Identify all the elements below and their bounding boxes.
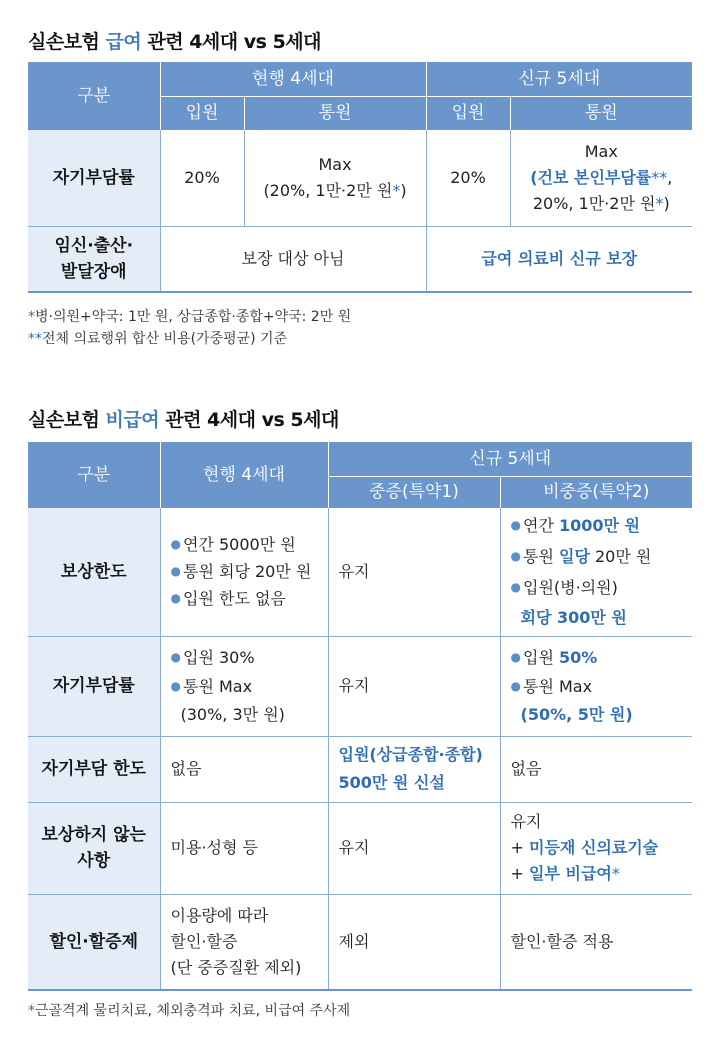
table-row [28, 636, 692, 736]
cell-value: 유지 [328, 636, 500, 736]
header-new: 신규 5세대 [426, 62, 692, 96]
header-category: 구분 [28, 442, 160, 508]
section2-title: 실손보험 비급여 관련 4세대 vs 5세대 [28, 409, 339, 431]
cell-value: 유지 [328, 508, 500, 636]
header-current-outpatient: 통원 [244, 96, 426, 130]
cell-value: 이용량에 따라 할인·할증 (단 중증질환 제외) [160, 894, 328, 990]
header-nonsevere: 비중증(특약2) [500, 476, 692, 508]
cell-value: 급여 의료비 신규 보장 [426, 226, 692, 292]
cell-value: Max (20%, 1만·2만 원*) [244, 130, 426, 226]
header-new-inpatient: 입원 [426, 96, 510, 130]
header-new: 신규 5세대 [328, 442, 692, 476]
cell-value: 보장 대상 아님 [160, 226, 426, 292]
cell-value: 유지 + 미등재 신의료기술 + 일부 비급여* [500, 802, 692, 894]
section1-title: 실손보험 급여 관련 4세대 vs 5세대 [28, 31, 321, 53]
table-row [28, 130, 692, 226]
cell-value: 20% [426, 130, 510, 226]
row-label: 임신·출산· 발달장애 [28, 226, 160, 292]
table-row [28, 736, 692, 802]
footnote: *근골격계 물리치료, 체외충격파 치료, 비급여 주사제 [28, 1003, 351, 1019]
header-current: 현행 4세대 [160, 442, 328, 508]
row-label: 자기부담률 [28, 636, 160, 736]
cell-value: Max (건보 본인부담률**, 20%, 1만·2만 원*) [510, 130, 692, 226]
cell-value: ● 연간 1000만 원 ● 통원 일당 20만 원 ● 입원(병·의원) 회당 300만 원 [500, 508, 692, 636]
cell-value: 입원(상급종합·종합) 500만 원 신설 [328, 736, 500, 802]
table-row [28, 894, 692, 990]
row-label: 자기부담률 [28, 130, 160, 226]
header-current: 현행 4세대 [160, 62, 426, 96]
benefit-table [28, 62, 692, 293]
row-label: 보상한도 [28, 508, 160, 636]
cell-value: 20% [160, 130, 244, 226]
cell-value: 할인·할증 적용 [500, 894, 692, 990]
row-label: 할인·할증제 [28, 894, 160, 990]
table-row [28, 226, 692, 292]
table-row [28, 802, 692, 894]
cell-value: ● 입원 50% ● 통원 Max (50%, 5만 원) [500, 636, 692, 736]
cell-value: 없음 [160, 736, 328, 802]
table-row [28, 508, 692, 636]
header-severe: 중증(특약1) [328, 476, 500, 508]
row-label: 보상하지 않는 사항 [28, 802, 160, 894]
cell-value: 제외 [328, 894, 500, 990]
header-new-outpatient: 통원 [510, 96, 692, 130]
cell-value: 미용·성형 등 [160, 802, 328, 894]
nonbenefit-table [28, 442, 692, 991]
row-label: 자기부담 한도 [28, 736, 160, 802]
header-current-inpatient: 입원 [160, 96, 244, 130]
header-category: 구분 [28, 62, 160, 130]
cell-value: 없음 [500, 736, 692, 802]
cell-value: 유지 [328, 802, 500, 894]
cell-value: ● 입원 30% ● 통원 Max (30%, 3만 원) [160, 636, 328, 736]
cell-value: ● 연간 5000만 원 ● 통원 회당 20만 원 ● 입원 한도 없음 [160, 508, 328, 636]
footnotes: *병·의원+약국: 1만 원, 상급종합·종합+약국: 2만 원 **전체 의료행위 합산 비용(가중평균) 기준 [28, 309, 352, 347]
